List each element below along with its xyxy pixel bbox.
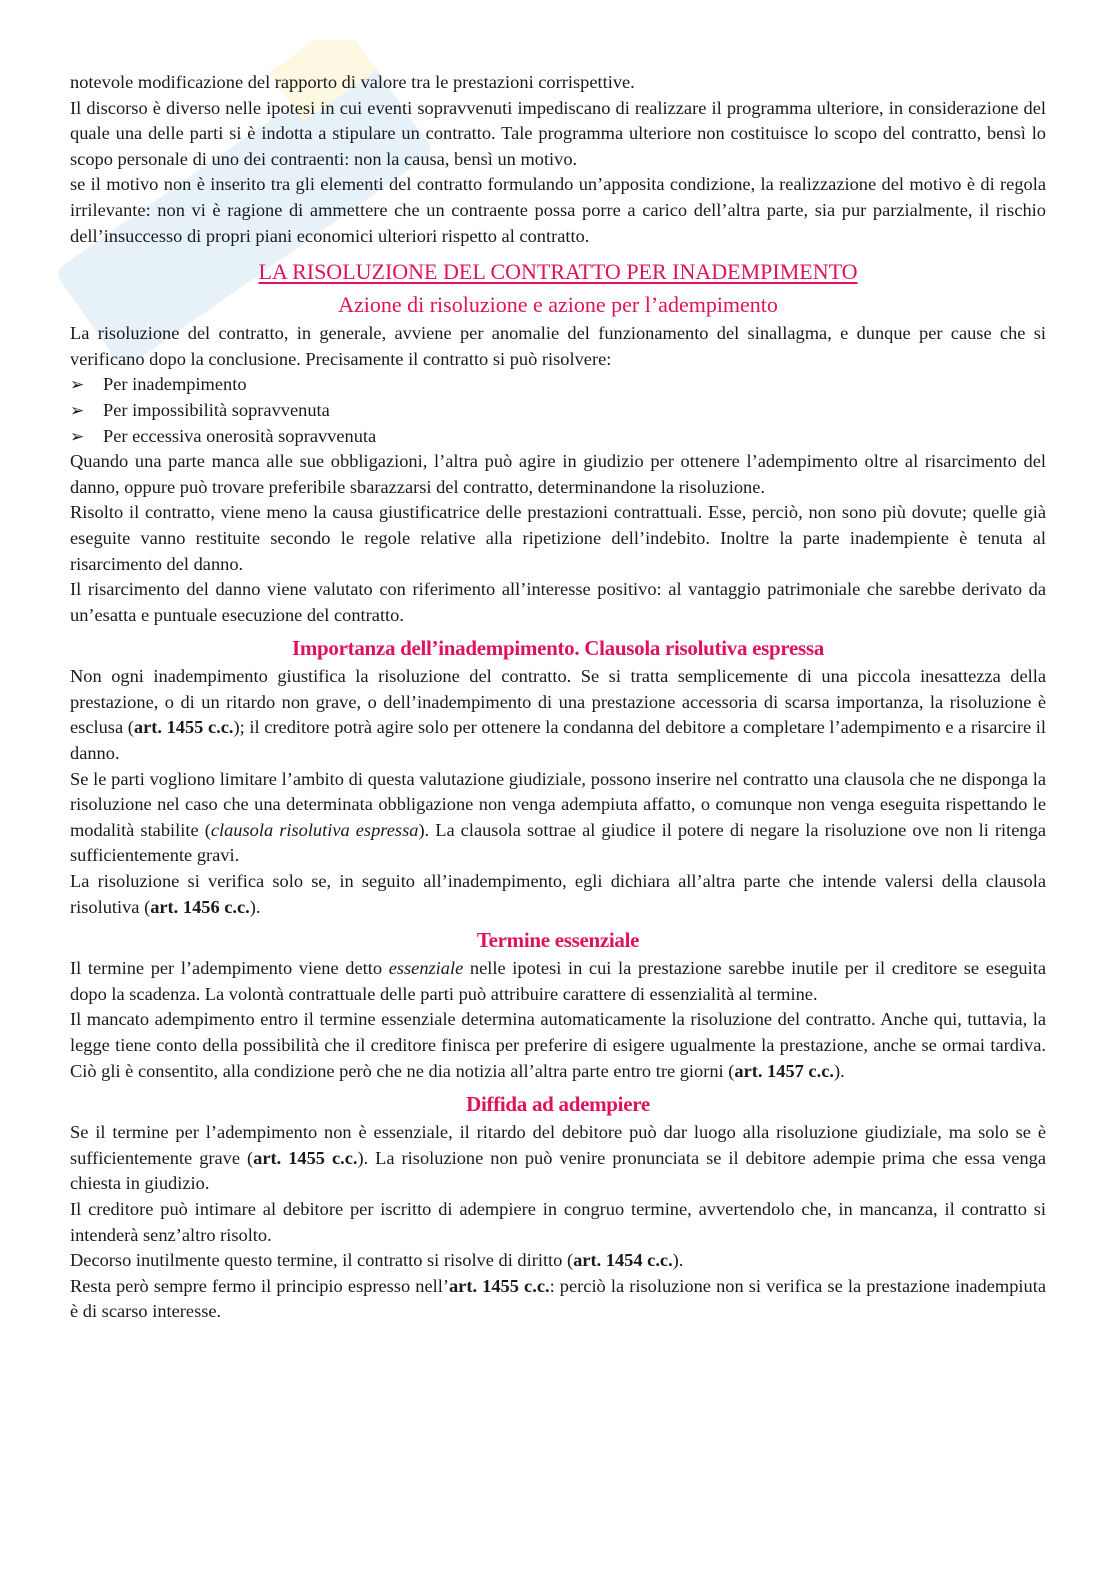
emphasis-term: essenziale [388, 958, 464, 979]
section4-paragraph-2: Il creditore può intimare al debitore per iscritto di adempiere in congruo termine, avvertendolo che, in mancanza, il contratto si intenderà senz’altro risolto. [70, 1198, 1046, 1245]
arrow-bullet-icon: ➢ [70, 375, 85, 395]
list-item: ➢ Per eccessiva onerosità sopravvenuta [70, 424, 1046, 450]
list-item: ➢ Per inadempimento [70, 372, 1046, 398]
document-page [70, 70, 1046, 1325]
article-reference: art. 1456 c.c. [150, 896, 250, 917]
chapter-heading: LA RISOLUZIONE DEL CONTRATTO PER INADEMPIMENTO [258, 259, 858, 285]
article-reference: art. 1455 c.c. [448, 1275, 550, 1296]
section-heading-risoluzione: Azione di risoluzione e azione per l’adempimento [338, 292, 778, 318]
section3-paragraph-2: Il mancato adempimento entro il termine essenziale determina automaticamente la risoluzione del contratto. Anche qui, tuttavia, la legge tiene conto della possibilità che il creditore finisca per preferire di esigere ugualmente la prestazione, anche se ormai tardiva. Ciò gli è consentito, alla condizione però che ne dia notizia all’altra parte entro tre giorni (art. 1457 c.c.). [70, 1009, 1046, 1081]
section1-paragraph-2: Quando una parte manca alle sue obbligazioni, l’altra può agire in giudizio per ottenere l’adempimento oltre al risarcimento del danno, oppure può trovare preferibile sbarazzarsi del contratto, determinandone la risoluzione. [70, 451, 1046, 497]
section-heading-importanza: Importanza dell’inadempimento. Clausola risolutiva espressa [291, 636, 824, 661]
intro-paragraph-1: notevole modificazione del rapporto di valore tra le prestazioni corrispettive. [70, 72, 635, 92]
arrow-bullet-icon: ➢ [70, 426, 85, 446]
emphasis-term: clausola risolutiva espressa [210, 819, 419, 840]
section2-paragraph-1: Non ogni inadempimento giustifica la risoluzione del contratto. Se si tratta semplicemente di una piccola inesattezza della prestazione, o di un ritardo non grave, o dell’inadempimento di una prestazione accessoria di scarsa importanza, la risoluzione è esclusa (art. 1455 c.c.); il creditore potrà agire solo per ottenere la condanna del debitore a completare l’adempimento e a risarcire il danno. [70, 666, 1047, 764]
section2-paragraph-2: Se le parti vogliono limitare l’ambito di questa valutazione giudiziale, possono inserire nel contratto una clausola che ne disponga la risoluzione nel caso che una determinata obbligazione non venga adempiuta affatto, o comunque non venga eseguita rispettando le modalità stabilite (clausola risolutiva espressa). La clausola sottrae al giudice il potere di negare la risoluzione ove non li ritenga sufficientemente gravi. [70, 768, 1046, 866]
section1-paragraph-1: La risoluzione del contratto, in generale, avviene per anomalie del funzionamento del sinallagma, e dunque per cause che si verificano dopo la conclusione. Precisamente il contratto si può risolvere: [70, 323, 1046, 369]
section4-paragraph-3: Decorso inutilmente questo termine, il contratto si risolve di diritto (art. 1454 c.c.). [70, 1250, 684, 1271]
section-heading-termine: Termine essenziale [476, 928, 640, 953]
section-heading-diffida: Diffida ad adempiere [466, 1092, 650, 1117]
risoluzione-cases-list [70, 372, 1046, 449]
article-reference: art. 1455 c.c. [253, 1147, 358, 1168]
section4-paragraph-4: Resta però sempre fermo il principio espresso nell’art. 1455 c.c.: perciò la risoluzione non si verifica se la prestazione inadempiuta è di scarso interesse. [70, 1275, 1046, 1322]
section1-paragraph-4: Il risarcimento del danno viene valutato con riferimento all’interesse positivo: al vantaggio patrimoniale che sarebbe derivato da un’esatta e puntuale esecuzione del contratto. [70, 579, 1046, 625]
intro-paragraph-3: se il motivo non è inserito tra gli elementi del contratto formulando un’apposita condizione, la realizzazione del motivo è di regola irrilevante: non vi è ragione di ammettere che un contraente possa porre a carico dell’altra parte, sia pur parzialmente, il rischio dell’insuccesso di propri piani economici ulteriori rispetto al contratto. [70, 174, 1046, 246]
article-reference: art. 1455 c.c. [133, 717, 234, 738]
section1-paragraph-3: Risolto il contratto, viene meno la causa giustificatrice delle prestazioni contrattuali. Esse, perciò, non sono più dovute; quelle già eseguite vanno restituite secondo le regole relative alla ripetizione dell’indebito. Inoltre la parte inadempiente è tenuta al risarcimento del danno. [70, 502, 1046, 574]
section4-paragraph-1: Se il termine per l’adempimento non è essenziale, il ritardo del debitore può dar luogo alla risoluzione giudiziale, ma solo se è sufficientemente grave (art. 1455 c.c.). La risoluzione non può venire pronunciata se il debitore adempie prima che essa venga chiesta in giudizio. [70, 1122, 1047, 1194]
section3-paragraph-1: Il termine per l’adempimento viene detto essenziale nelle ipotesi in cui la prestazione sarebbe inutile per il creditore se eseguita dopo la scadenza. La volontà contrattuale delle parti può attribuire carattere di essenzialità al termine. [70, 958, 1046, 1004]
arrow-bullet-icon: ➢ [70, 400, 85, 420]
intro-paragraph-2: Il discorso è diverso nelle ipotesi in cui eventi sopravvenuti impediscano di realizzare il programma ulteriore, in considerazione del quale una delle parti si è indotta a stipulare un contratto. Tale programma ulteriore non costituisce lo scopo del contratto, bensì lo scopo personale di uno dei contraenti: non la causa, bensì un motivo. [70, 97, 1046, 169]
article-reference: art. 1457 c.c. [734, 1060, 834, 1081]
article-reference: art. 1454 c.c. [573, 1250, 673, 1271]
list-item: ➢ Per impossibilità sopravvenuta [70, 398, 1046, 424]
section2-paragraph-3: La risoluzione si verifica solo se, in seguito all’inadempimento, egli dichiara all’altra parte che intende valersi della clausola risolutiva (art. 1456 c.c.). [70, 871, 1046, 917]
